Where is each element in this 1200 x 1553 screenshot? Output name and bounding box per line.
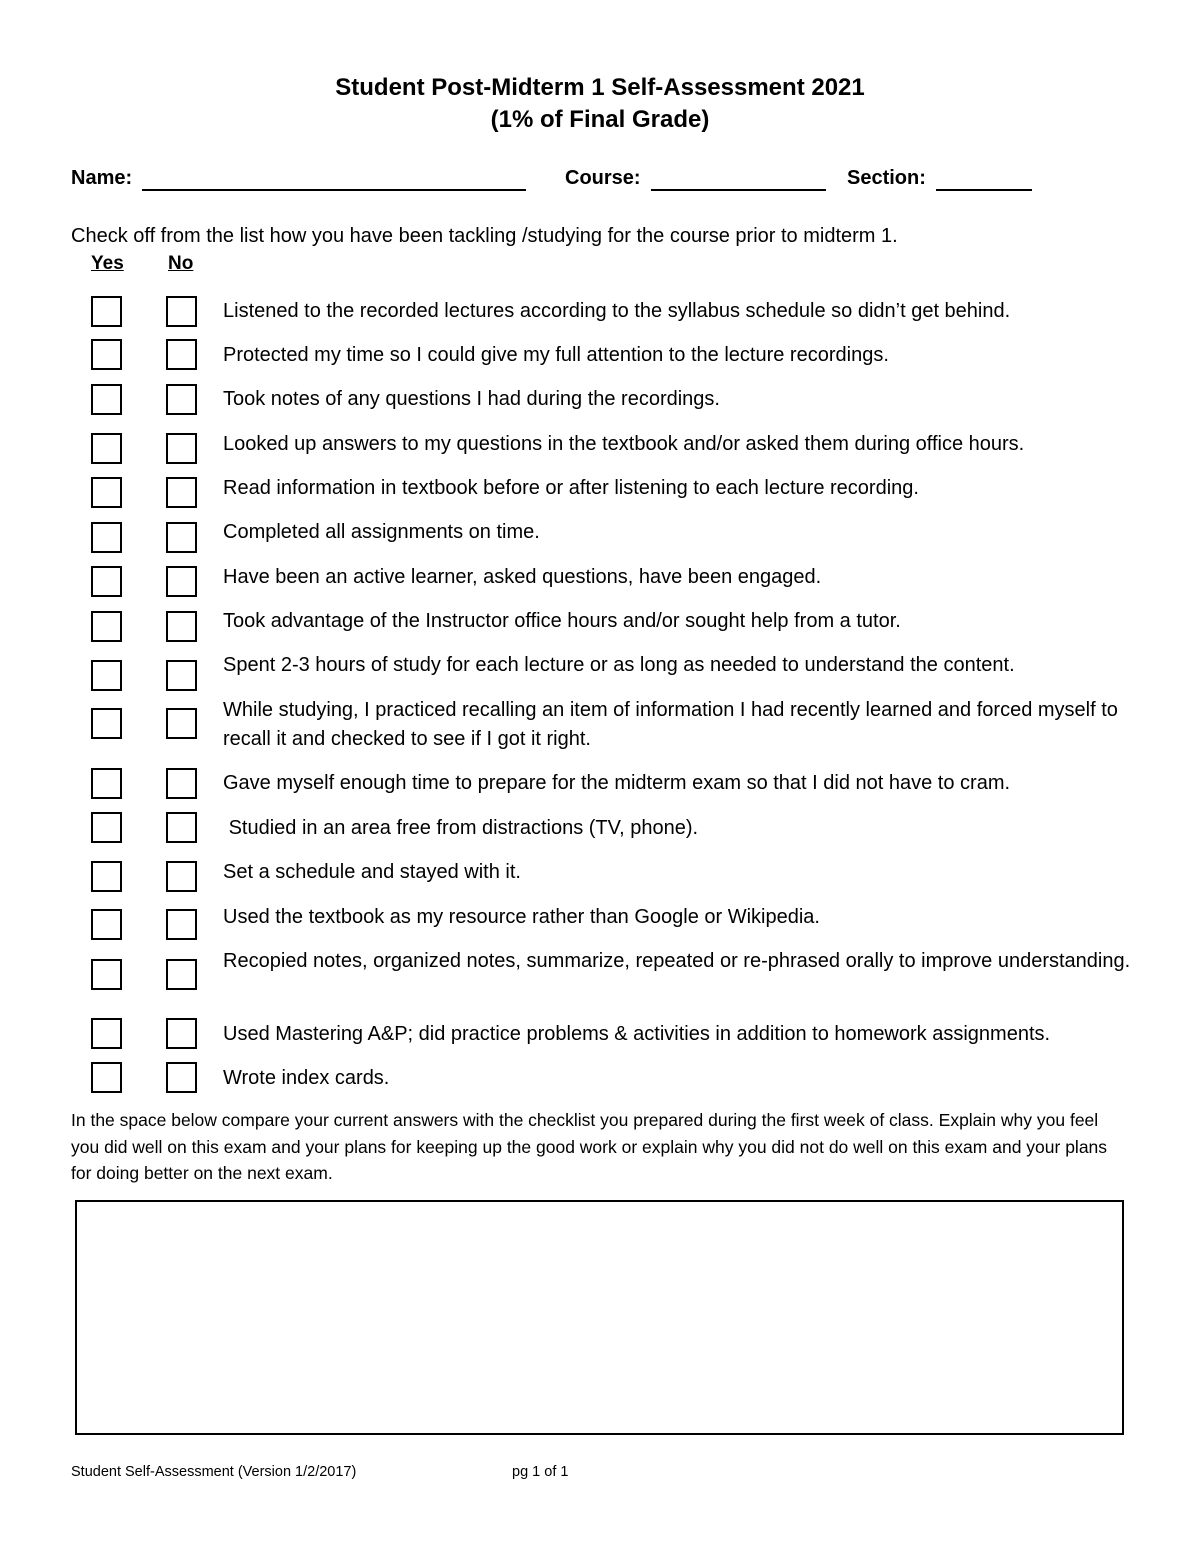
- checkbox-yes[interactable]: [91, 1018, 122, 1049]
- checkbox-no[interactable]: [166, 909, 197, 940]
- course-field[interactable]: [565, 165, 826, 191]
- reflection-answer-box[interactable]: [75, 1200, 1124, 1435]
- checklist-item-text: Have been an active learner, asked questions, have been engaged.: [223, 566, 822, 588]
- checkbox-no[interactable]: [166, 566, 197, 597]
- section-field[interactable]: [847, 165, 1032, 191]
- checkbox-yes[interactable]: [91, 611, 122, 642]
- checklist-item-text: Recopied notes, organized notes, summarize, repeated or re-phrased orally to improve understanding.: [223, 950, 1131, 972]
- checkbox-no[interactable]: [166, 296, 197, 327]
- checkbox-yes[interactable]: [91, 296, 122, 327]
- checkbox-no[interactable]: [166, 384, 197, 415]
- checkbox-no[interactable]: [166, 768, 197, 799]
- checkbox-no[interactable]: [166, 522, 197, 553]
- checkbox-no[interactable]: [166, 660, 197, 691]
- name-field[interactable]: [71, 165, 526, 191]
- checkbox-no[interactable]: [166, 812, 197, 843]
- checkbox-no[interactable]: [166, 1062, 197, 1093]
- footer-page-number: pg 1 of 1: [512, 1464, 569, 1480]
- no-column-header: No: [168, 253, 194, 274]
- checklist-item-text: While studying, I practiced recalling an item of information I had recently learned and forced myself to recall it and checked to see if I got it right.: [223, 699, 1124, 750]
- checkbox-yes[interactable]: [91, 959, 122, 990]
- checkbox-no[interactable]: [166, 861, 197, 892]
- checklist-item-text: Read information in textbook before or after listening to each lecture recording.: [223, 477, 919, 499]
- course-input-line[interactable]: [651, 169, 826, 191]
- checklist-item-text: Wrote index cards.: [223, 1067, 390, 1089]
- checklist-item-text: Studied in an area free from distractions (TV, phone).: [223, 817, 699, 839]
- checkbox-yes[interactable]: [91, 768, 122, 799]
- checkbox-yes[interactable]: [91, 384, 122, 415]
- instructions: Check off from the list how you have been tackling /studying for the course prior to midterm 1.: [71, 225, 898, 247]
- yes-column-header: Yes: [91, 253, 124, 274]
- checklist-item-text: Set a schedule and stayed with it.: [223, 861, 521, 883]
- checkbox-yes[interactable]: [91, 1062, 122, 1093]
- checklist-item-text: Took advantage of the Instructor office hours and/or sought help from a tutor.: [223, 610, 901, 632]
- checklist-item-text: Spent 2-3 hours of study for each lecture or as long as needed to understand the content.: [223, 654, 1015, 676]
- course-label: Course:: [565, 167, 641, 189]
- checklist-item-text: Used Mastering A&P; did practice problems & activities in addition to homework assignments.: [223, 1023, 1051, 1045]
- name-label: Name:: [71, 167, 133, 189]
- reflection-prompt: In the space below compare your current answers with the checklist you prepared during the first week of class. Explain why you feel you did well on this exam and your plans for keeping up the good work or explain why you did not do well on this exam and your plans for doing better on the next exam.: [71, 1110, 1108, 1183]
- checkbox-yes[interactable]: [91, 861, 122, 892]
- checkbox-yes[interactable]: [91, 812, 122, 843]
- checklist-item-text: Protected my time so I could give my full attention to the lecture recordings.: [223, 344, 889, 366]
- checkbox-yes[interactable]: [91, 339, 122, 370]
- checkbox-yes[interactable]: [91, 708, 122, 739]
- checklist-item-text: Took notes of any questions I had during the recordings.: [223, 388, 720, 410]
- checkbox-no[interactable]: [166, 708, 197, 739]
- checkbox-no[interactable]: [166, 1018, 197, 1049]
- section-label: Section:: [847, 167, 926, 189]
- name-input-line[interactable]: [142, 169, 526, 191]
- checkbox-yes[interactable]: [91, 433, 122, 464]
- checklist-item-text: Used the textbook as my resource rather than Google or Wikipedia.: [223, 906, 820, 928]
- checkbox-yes[interactable]: [91, 909, 122, 940]
- checkbox-no[interactable]: [166, 339, 197, 370]
- checkbox-no[interactable]: [166, 477, 197, 508]
- checklist-item-text: Looked up answers to my questions in the textbook and/or asked them during office hours.: [223, 433, 1025, 455]
- checkbox-yes[interactable]: [91, 477, 122, 508]
- checklist-item-text: Gave myself enough time to prepare for the midterm exam so that I did not have to cram.: [223, 772, 1011, 794]
- checklist-item-text: Completed all assignments on time.: [223, 521, 540, 543]
- checkbox-yes[interactable]: [91, 660, 122, 691]
- footer-version: Student Self-Assessment (Version 1/2/2017): [71, 1464, 357, 1480]
- checkbox-yes[interactable]: [91, 566, 122, 597]
- checklist-item-text: Listened to the recorded lectures according to the syllabus schedule so didn’t get behind.: [223, 300, 1011, 322]
- checkbox-no[interactable]: [166, 611, 197, 642]
- checkbox-yes[interactable]: [91, 522, 122, 553]
- page-title: Student Post-Midterm 1 Self-Assessment 2021: [335, 74, 865, 101]
- section-input-line[interactable]: [936, 169, 1032, 191]
- page-subtitle: (1% of Final Grade): [490, 106, 710, 133]
- checkbox-no[interactable]: [166, 959, 197, 990]
- checkbox-no[interactable]: [166, 433, 197, 464]
